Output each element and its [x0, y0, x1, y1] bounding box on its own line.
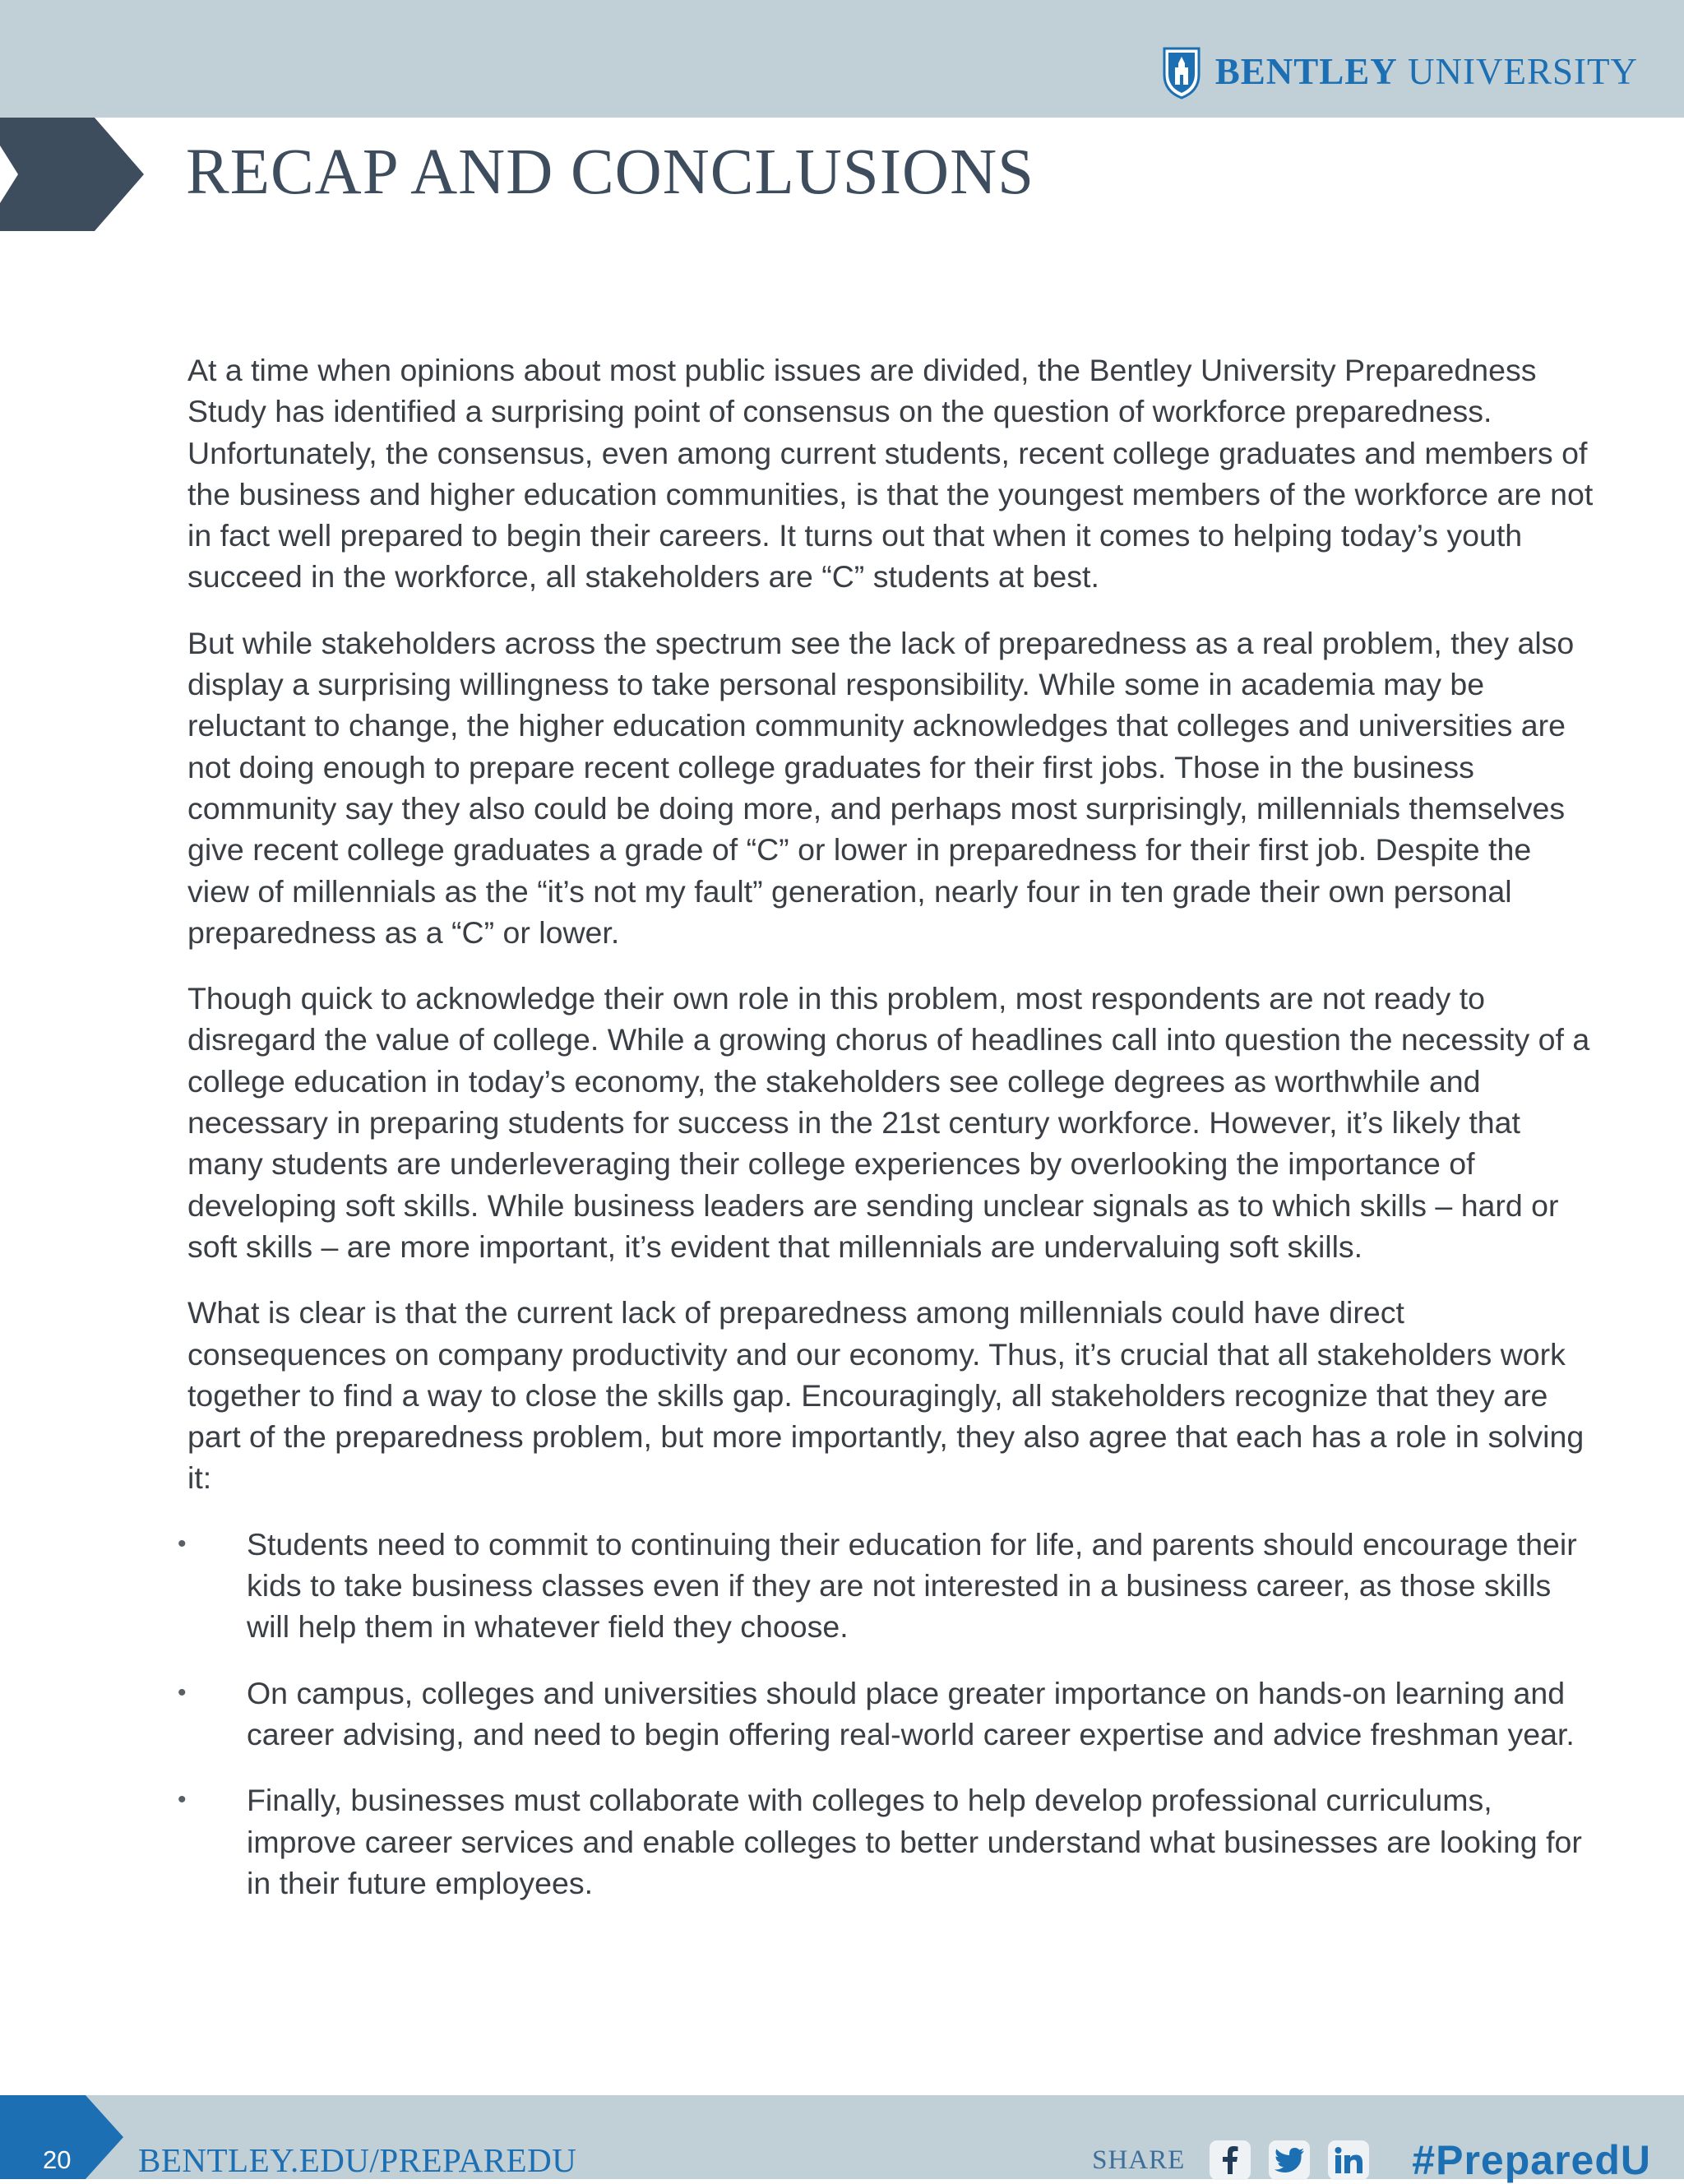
share-bar	[1092, 2136, 1651, 2184]
page-title: RECAP AND CONCLUSIONS	[186, 136, 1035, 208]
list-item	[178, 1673, 1594, 1756]
paragraph: What is clear is that the current lack of preparedness among millennials could have direct consequences on company productivity and our economy. Thus, it’s crucial that all stakeholders work together to find a way to close the skills gap. Encouragingly, all stakeholders recognize that they are part of the preparedness problem, but more importantly, they also agree that each has a role in solving it:	[187, 1295, 1585, 1496]
list-item-text: On campus, colleges and universities should place greater importance on hands-on learning and career advising, and need to begin offering real-world career expertise and advice freshman year.	[247, 1675, 1575, 1751]
share-label: SHARE	[1092, 2145, 1186, 2175]
bullet-marker: •	[178, 1786, 187, 1814]
page-number: 20	[43, 2145, 72, 2174]
twitter-share-button[interactable]	[1269, 2140, 1310, 2180]
logo-wordmark	[1215, 50, 1638, 93]
shield-icon	[1161, 44, 1202, 99]
logo-regular-text: UNIVERSITY	[1408, 51, 1638, 92]
logo-bold-text: BENTLEY	[1214, 51, 1398, 92]
list-item-text: Students need to commit to continuing their education for life, and parents should encourage their kids to take business classes even if they are not interested in a business career, as those skills will help them in whatever field they choose.	[247, 1526, 1577, 1645]
footer-url-link[interactable]: BENTLEY.EDU/PREPAREDU	[138, 2141, 577, 2179]
facebook-icon	[1222, 2146, 1238, 2174]
list-item	[178, 1524, 1594, 1648]
facebook-share-button[interactable]	[1210, 2140, 1251, 2180]
paragraph: At a time when opinions about most public issues are divided, the Bentley University Preparedness Study has identified a surprising point of consensus on the question of workforce preparedness. Unfortunately, the consensus, even among current students, recent college graduates and members of the business and higher education communities, is that the youngest members of the workforce are not in fact well prepared to begin their careers. It turns out that when it comes to helping today’s youth succeed in the workforce, all stakeholders are “C” students at best.	[187, 353, 1594, 595]
main-content	[178, 349, 1594, 1928]
linkedin-icon	[1335, 2147, 1362, 2173]
list-item	[178, 1779, 1594, 1904]
linkedin-share-button[interactable]	[1328, 2140, 1369, 2180]
twitter-icon	[1275, 2148, 1304, 2172]
bullet-marker: •	[178, 1678, 187, 1706]
list-item-text: Finally, businesses must collaborate with colleges to help develop professional curriculums, improve career services and enable colleges to better understand what businesses are looking for in their future employees.	[247, 1783, 1582, 1900]
paragraph: Though quick to acknowledge their own role in this problem, most respondents are not ready to disregard the value of college. While a growing chorus of headlines call into question the necessity of a college education in today’s economy, the stakeholders see college degrees as worthwhile and necessary in preparing students for success in the 21st century workforce. However, it’s likely that many students are underleveraging their college experiences by overlooking the importance of developing soft skills. While business leaders are sending unclear signals as to which skills – hard or soft skills – are more important, it’s evident that millennials are undervaluing soft skills.	[187, 981, 1590, 1264]
title-chevron-icon	[0, 118, 144, 231]
paragraph: But while stakeholders across the spectrum see the lack of preparedness as a real problem, they also display a surprising willingness to take personal responsibility. While some in academia may be reluctant to change, the higher education community acknowledges that colleges and universities are not doing enough to prepare recent college graduates for their first jobs. Those in the business community say they also could be doing more, and perhaps most surprisingly, millennials themselves give recent college graduates a grade of “C” or lower in preparedness for their first job. Despite the view of millennials as the “it’s not my fault” generation, nearly four in ten grade their own personal preparedness as a “C” or lower.	[187, 625, 1575, 950]
hashtag-link[interactable]: #PreparedU	[1412, 2137, 1651, 2183]
bullet-list	[178, 1524, 1594, 1904]
bullet-marker: •	[178, 1529, 187, 1557]
bentley-logo[interactable]	[1161, 41, 1638, 102]
